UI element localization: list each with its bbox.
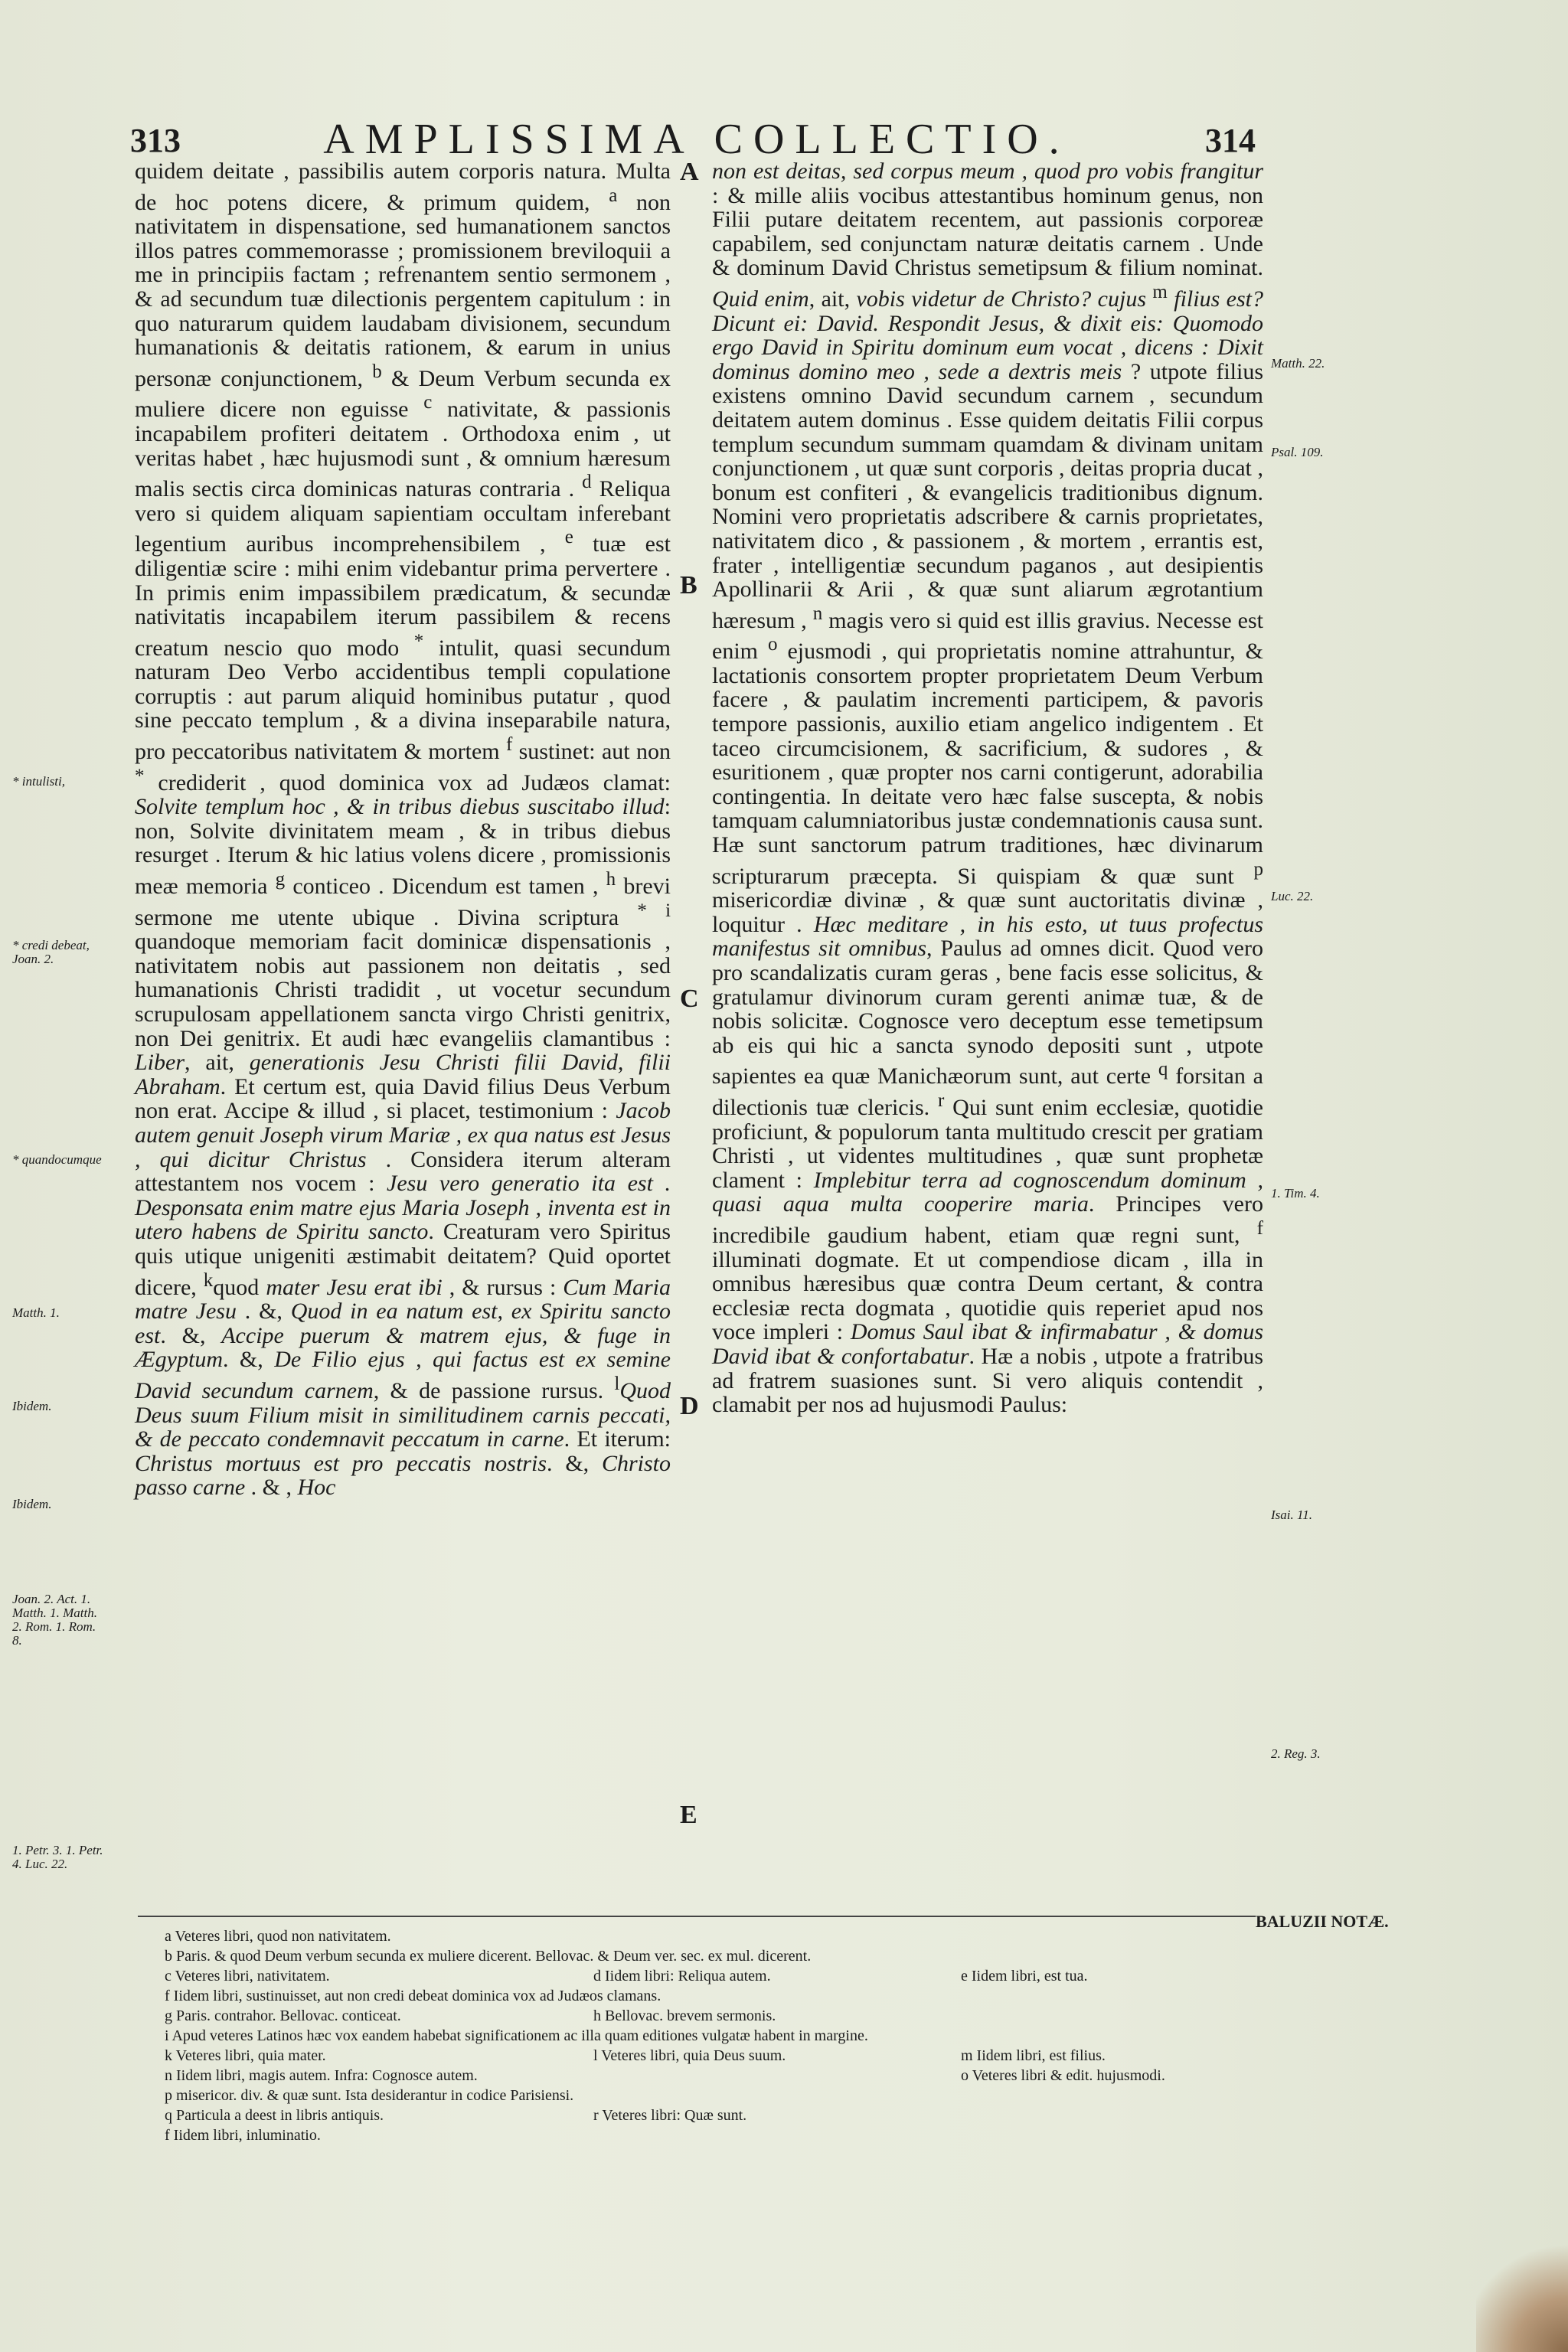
section-letter-a: A xyxy=(680,158,699,186)
section-letter-e: E xyxy=(680,1801,697,1829)
section-letter-c: C xyxy=(680,985,699,1013)
footnote-line xyxy=(165,2026,1244,2046)
footnote-line xyxy=(165,2125,1244,2145)
footnote-left: k Veteres libri, quia mater. xyxy=(165,2047,326,2064)
margin-note-right: Isai. 11. xyxy=(1271,1508,1312,1522)
margin-note-left: * intulisti, xyxy=(12,774,65,789)
thumb-shadow xyxy=(1476,2230,1568,2352)
margin-note-left: Ibidem. xyxy=(12,1399,52,1413)
footnote-left: f Iidem libri, sustinuisset, aut non credi debeat dominica vox ad Judæos clamans. xyxy=(165,1988,662,2004)
footnote-line xyxy=(165,2086,1244,2105)
margin-note-right: Luc. 22. xyxy=(1271,889,1314,903)
right-column-text: non est deitas, sed corpus meum , quod pro vobis frangitur : & mille aliis vocibus attestantibus hominum genus, non Filii putare deitatem recentem, aut passionis corporeæ capabilem, sed conjunctam naturæ deitatis carnem . Unde & dominum David Christus semetipsum & filium nominat. Quid enim, ait, vobis videtur de Christo? cujus $^m$ filius est? Dicunt ei: David. Respondit Jesus, & dixit eis: Quomodo ergo David in Spiritu dominum eum vocat , dicens : Dixit dominus domino meo , sede a dextris meis ? utpote filius existens omnino David secundum carnem , secundum deitatem autem dominus . Esse quidem deitatis Filii corpus templum secundum summam quamdam & divinam unitam conjunctionem , ut quæ sunt corporis , deitas propria ducat , bonum est confiteri , & evangelicis traditionibus dignum. Nomini vero proprietatis adscribere & carnis proprietates, nativitatem dico , & passionem , & mortem , errantis est, frater , intelligentiæ secundum paganos , aut desipientis Apollinarii & Arii , & quæ sunt aliarum ægrotantium hæresum , $^n$ magis vero si quid est illis gravius. Necesse est enim $^o$ ejusmodi , qui proprietatis nomine attrahuntur, & lactationis consortem propter proprietatem Deum Verbum facere , & paulatim incrementi participem, & pavoris tempore passionis, auxilio etiam angelico indigentem . Et taceo circumcisionem, & sacrificium, & sudores , & esuritionem , quæ propter nos carni contigerunt, adorabilia contingentia. In deitate vero hæc false suscepta, & nobis tamquam calumniatoribus justæ condemnationis causa sunt. Hæ sunt sanctorum patrum traditiones, hæc divinarum scripturarum præcepta. Si quispiam & quæ sunt $^p$ misericordiæ divinæ , & quæ sunt auctoritatis divinæ , loquitur . Hæc meditare , in his esto, ut tuus profectus manifestus sit omnibus, Paulus ad omnes dicit. Quod vero pro scandalizatis curam geras , bene facis esse solicitus, & gratulamur divinorum curam gerenti animæ tuæ, & de nobis solicitæ. Cognosce vero deceptum esse temetipsum ab eis qui hic a sancta synodo depositi sunt , utpote sapientes ea quæ Manichæorum sunt, aut certe $^q$ forsitan a dilectionis tuæ clericis. $^r$ Qui sunt enim ecclesiæ, quotidie proficiunt, & populorum tanta multitudo crescit per gratiam Christi , ut videntes multitudines , quæ sunt prophetæ clament : Implebitur terra ad cognoscendum dominum , quasi aqua multa cooperire maria. Principes vero incredibile gaudium habent, etiam quæ regni sunt, $^f$ illuminati dogmate. Et ut compendiose dicam , illa in omnibus hæresibus quæ contra Deum certant, & contra ecclesiæ recta dogmata , quotidie quis reperiet apud nos voce impleri : Domus Saul ibat & infirmabatur , & domus David ibat & confortabatur. Hæ a nobis , utpote a fratribus ad fratrem suasiones sunt. Si vero aliquis contendit , clamabit per nos ad hujusmodi Paulus: xyxy=(712,158,1264,1418)
margin-note-left: * credi debeat, Joan. 2. xyxy=(12,938,90,966)
baluzii-notes-heading: BALUZII NOTÆ. xyxy=(1256,1912,1389,1931)
footnote-line xyxy=(165,2046,1244,2066)
page-number-left: 313 xyxy=(130,122,181,159)
margin-note-right: Psal. 109. xyxy=(1271,445,1324,459)
footnotes xyxy=(165,1926,1244,2145)
footnote-left: f Iidem libri, inluminatio. xyxy=(165,2127,321,2144)
footnote-left: b Paris. & quod Deum verbum secunda ex muliere dicerent. Bellovac. & Deum ver. sec. ex mul. dicerent. xyxy=(165,1948,812,1965)
margin-note-left: 1. Petr. 3. 1. Petr. 4. Luc. 22. xyxy=(12,1843,103,1871)
section-letter-b: B xyxy=(680,571,697,599)
footnote-left: i Apud veteres Latinos hæc vox eandem habebat significationem ac illa quam editiones vulgatæ habent in margine. xyxy=(165,2027,868,2044)
left-text-column xyxy=(135,159,671,1500)
margin-note-right: Matth. 22. xyxy=(1271,356,1325,371)
margin-note-left: Matth. 1. xyxy=(12,1305,60,1320)
footnote-left: n Iidem libri, magis autem. Infra: Cognosce autem. xyxy=(165,2067,478,2084)
footnote-mid: r Veteres libri: Quæ sunt. xyxy=(593,2107,747,2124)
footnote-line xyxy=(165,1946,1244,1966)
footnote-right: o Veteres libri & edit. hujusmodi. xyxy=(961,2067,1165,2084)
page-number-right: 314 xyxy=(1205,122,1256,159)
footnote-line xyxy=(165,1986,1244,2006)
footnote-mid: h Bellovac. brevem sermonis. xyxy=(593,2007,776,2024)
running-title: AMPLISSIMA COLLECTIO. xyxy=(323,116,1070,163)
footnote-line xyxy=(165,1926,1244,1946)
left-column-text: quidem deitate , passibilis autem corporis natura. Multa de hoc potens dicere, & primum quidem, $^a$ non nativitatem in dispensatione, sed humanationem sanctos illos patres commemorasse ; promissionem breviloquii a me in principiis factam ; refrenantem sentio sermonem , & ad secundum tuæ dilectionis pergentem capitulum : in quo naturarum quidem laudabam divisionem, secundum humanationis & deitatis rationem, & earum in unius personæ conjunctionem, $^b$ & Deum Verbum secunda ex muliere dicere non eguisse $^c$ nativitate, & passionis incapabilem profiteri deitatem . Orthodoxa enim , ut veritas habet , hæc hujusmodi sunt , & omnium hæresum malis sectis circa dominicas naturas contraria . $^d$ Reliqua vero si quidem aliquam sapientiam occultam inferebant legentium auribus incomprehensibilem , $^e$ tuæ est diligentiæ scire : mihi enim videbantur prima pervertere . In primis enim impassibilem prædicatum, & secundæ nativitatis incapabilem iterum passibilem & recens creatum nescio quo modo * intulit, quasi secundum naturam Deo Verbo accidentibus templi copulatione corruptis : aut parum aliquid hominibus putatur , quod sine peccato templum , & a divina inseparabile natura, pro peccatoribus nativitatem & mortem $^f$ sustinet: aut non * crediderit , quod dominica vox ad Judæos clamat: Solvite templum hoc , & in tribus diebus suscitabo illud: non, Solvite divinitatem meam , & in tribus diebus resurget . Iterum & hic latius volens dicere , promissionis meæ memoria $^g$ conticeo . Dicendum est tamen , $^h$ brevi sermone me utente ubique . Divina scriptura * $^i$ quandoque memoriam facit dominicæ dispensationis , nativitatem nobis aut passionem non deitatis , sed humanationis Christi tradidit , ut vocetur secundum scrupulosam appellationem sancta virgo Christi genitrix, non Dei genitrix. Et audi hæc evangeliis clamantibus : Liber, ait, generationis Jesu Christi filii David, filii Abraham. Et certum est, quia David filius Deus Verbum non erat. Accipe & illud , si placet, testimonium : Jacob autem genuit Joseph virum Mariæ , ex qua natus est Jesus , qui dicitur Christus . Considera iterum alteram attestantem nos vocem : Jesu vero generatio ita est . Desponsata enim matre ejus Maria Joseph , inventa est in utero habens de Spiritu sancto. Creaturam vero Spiritus quis utique unigeniti æstimabit deitatem? Quid oportet dicere, $^k$quod mater Jesu erat ibi , & rursus : Cum Maria matre Jesu . &, Quod in ea natum est, ex Spiritu sancto est. &, Accipe puerum & matrem ejus, & fuge in Ægyptum. &, De Filio ejus , qui factus est ex semine David secundum carnem, & de passione rursus. $^l$Quod Deus suum Filium misit in similitudinem carnis peccati, & de peccato condemnavit peccatum in carne. Et iterum: Christus mortuus est pro peccatis nostris. &, Christo passo carne . & , Hoc xyxy=(135,158,671,1501)
footnote-left: q Particula a deest in libris antiquis. xyxy=(165,2107,384,2124)
footnote-right: m Iidem libri, est filius. xyxy=(961,2047,1106,2064)
footnote-right: e Iidem libri, est tua. xyxy=(961,1968,1088,1984)
footnote-left: c Veteres libri, nativitatem. xyxy=(165,1968,330,1984)
footnote-left: a Veteres libri, quod non nativitatem. xyxy=(165,1928,391,1945)
footnote-divider xyxy=(138,1916,1256,1917)
footnote-mid: l Veteres libri, quia Deus suum. xyxy=(593,2047,786,2064)
section-letter-d: D xyxy=(680,1392,699,1420)
right-text-column xyxy=(712,159,1263,1417)
footnote-mid: d Iidem libri: Reliqua autem. xyxy=(593,1968,771,1984)
footnote-line xyxy=(165,1966,1244,1986)
margin-note-left: Joan. 2. Act. 1. Matth. 1. Matth. 2. Rom. 1. Rom. 8. xyxy=(12,1592,97,1648)
margin-note-left: Ibidem. xyxy=(12,1497,52,1511)
margin-note-left: * quandocumque xyxy=(12,1152,102,1167)
margin-note-right: 2. Reg. 3. xyxy=(1271,1746,1321,1761)
footnote-line xyxy=(165,2006,1244,2026)
footnote-line xyxy=(165,2105,1244,2125)
footnote-left: p misericor. div. & quæ sunt. Ista desiderantur in codice Parisiensi. xyxy=(165,2087,574,2104)
footnote-left: g Paris. contrahor. Bellovac. conticeat. xyxy=(165,2007,401,2024)
footnote-line xyxy=(165,2066,1244,2086)
margin-note-right: 1. Tim. 4. xyxy=(1271,1186,1320,1200)
